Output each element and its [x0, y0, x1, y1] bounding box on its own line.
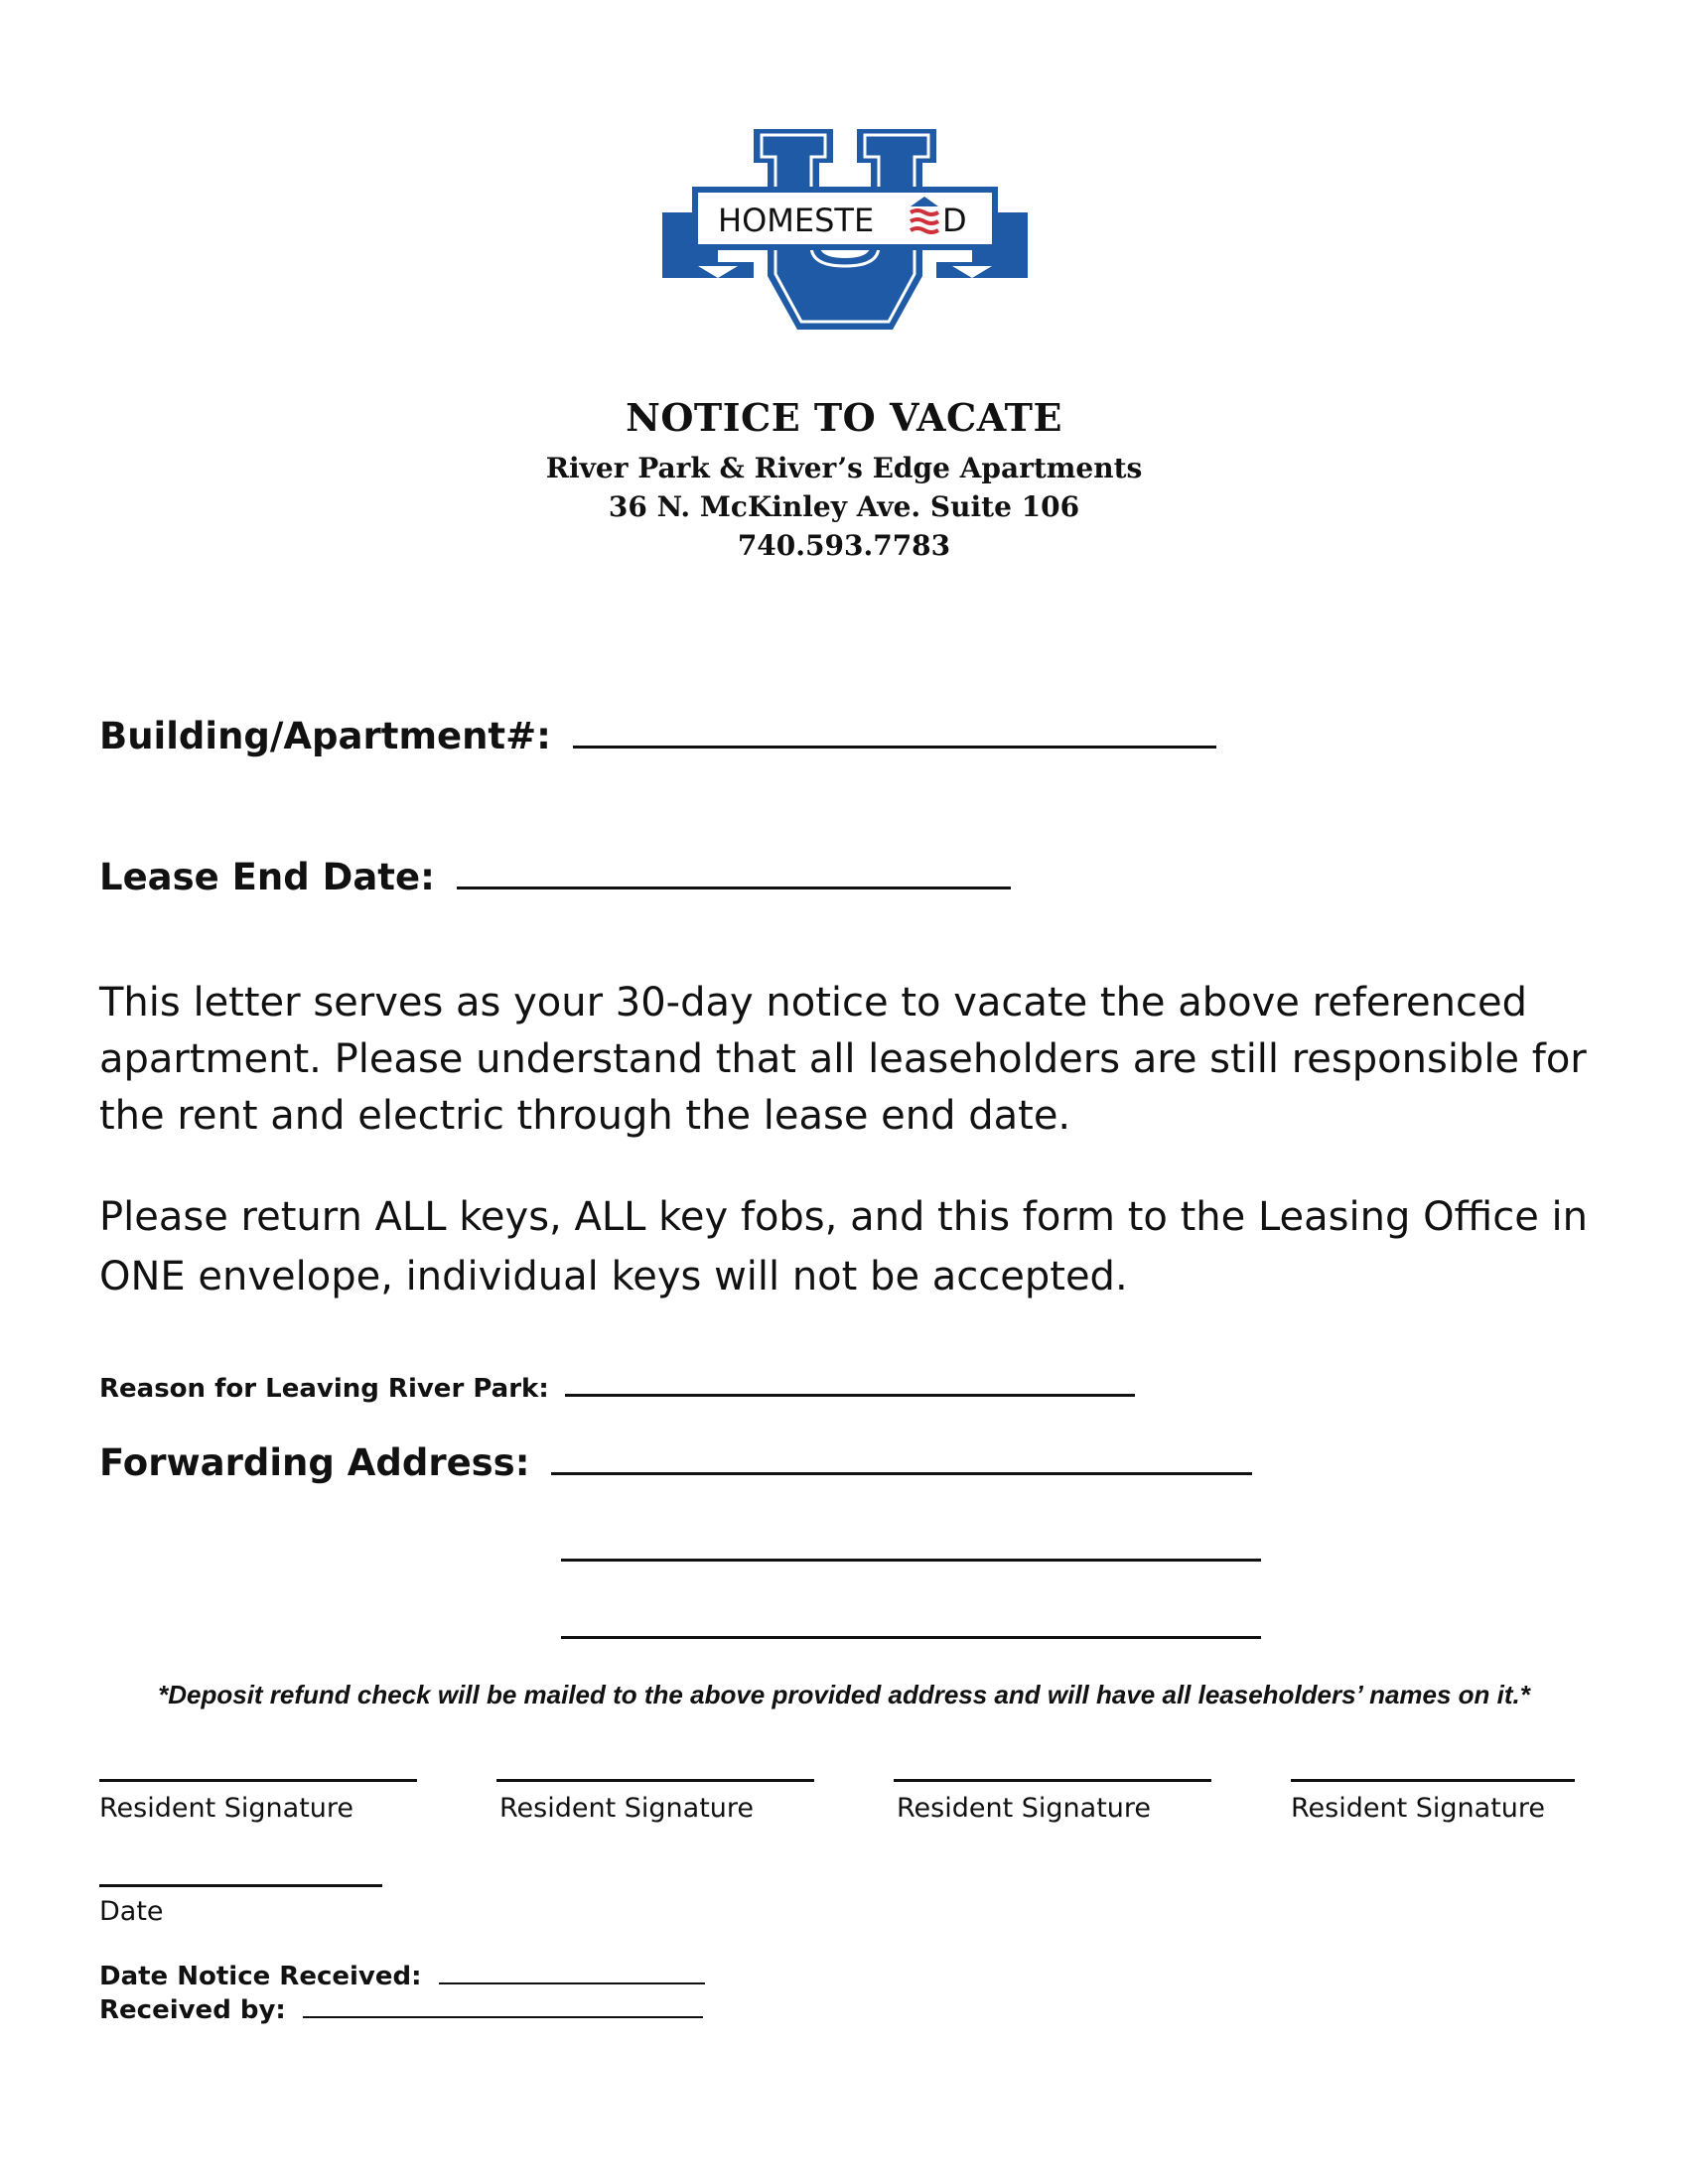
building-apartment-input[interactable] [573, 745, 1216, 749]
date-label: Date [99, 1896, 164, 1927]
signature-line-2[interactable] [496, 1779, 814, 1782]
received-by-field [99, 1995, 703, 2025]
forwarding-address-line2-input[interactable] [561, 1559, 1261, 1562]
lease-end-date-label: Lease End Date: [99, 856, 435, 898]
office-phone: 740.593.7783 [737, 529, 951, 562]
date-line[interactable] [99, 1884, 382, 1887]
lease-end-date-input[interactable] [457, 886, 1011, 889]
date-notice-received-input[interactable] [439, 1981, 705, 1984]
return-keys-paragraph: Please return ALL keys, ALL key fobs, and this form to the Leasing Office in ONE envelope, individual keys will not be accepted. [99, 1194, 1589, 1299]
date-notice-received-label: Date Notice Received: [99, 1962, 422, 1991]
forwarding-address-field [99, 1441, 1252, 1484]
signature-line-1[interactable] [99, 1779, 417, 1782]
received-by-input[interactable] [303, 2015, 703, 2018]
signature-line-3[interactable] [894, 1779, 1211, 1782]
signature-label-2: Resident Signature [499, 1793, 755, 1824]
lease-end-date-field [99, 856, 1011, 898]
page-title: NOTICE TO VACATE [626, 395, 1062, 440]
deposit-note: *Deposit refund check will be mailed to the above provided address and will have all leaseholders’ names on it.* [158, 1680, 1530, 1709]
building-apartment-label: Building/Apartment#: [99, 715, 551, 757]
logo-text: HOMESTE [718, 202, 875, 239]
reason-field [99, 1374, 1135, 1404]
signature-label-3: Resident Signature [897, 1793, 1152, 1824]
date-notice-received-field [99, 1962, 705, 1991]
forwarding-address-line1-input[interactable] [551, 1471, 1252, 1475]
signature-label-1: Resident Signature [99, 1793, 354, 1824]
svg-text:D: D [942, 202, 967, 239]
signature-label-4: Resident Signature [1291, 1793, 1546, 1824]
received-by-label: Received by: [99, 1995, 286, 2025]
forwarding-address-line3-input[interactable] [561, 1636, 1261, 1639]
office-address: 36 N. McKinley Ave. Suite 106 [608, 490, 1080, 523]
homestead-logo-icon [658, 127, 1032, 332]
forwarding-address-label: Forwarding Address: [99, 1441, 530, 1484]
property-name: River Park & River’s Edge Apartments [545, 452, 1143, 484]
signature-line-4[interactable] [1291, 1779, 1575, 1782]
notice-paragraph: This letter serves as your 30-day notice to vacate the above referenced apartment. Please understand that all leaseholders are still responsible for the rent and electric through the lease end date. [99, 980, 1587, 1139]
reason-input[interactable] [565, 1393, 1135, 1397]
building-apartment-field [99, 715, 1216, 757]
reason-label: Reason for Leaving River Park: [99, 1374, 549, 1404]
